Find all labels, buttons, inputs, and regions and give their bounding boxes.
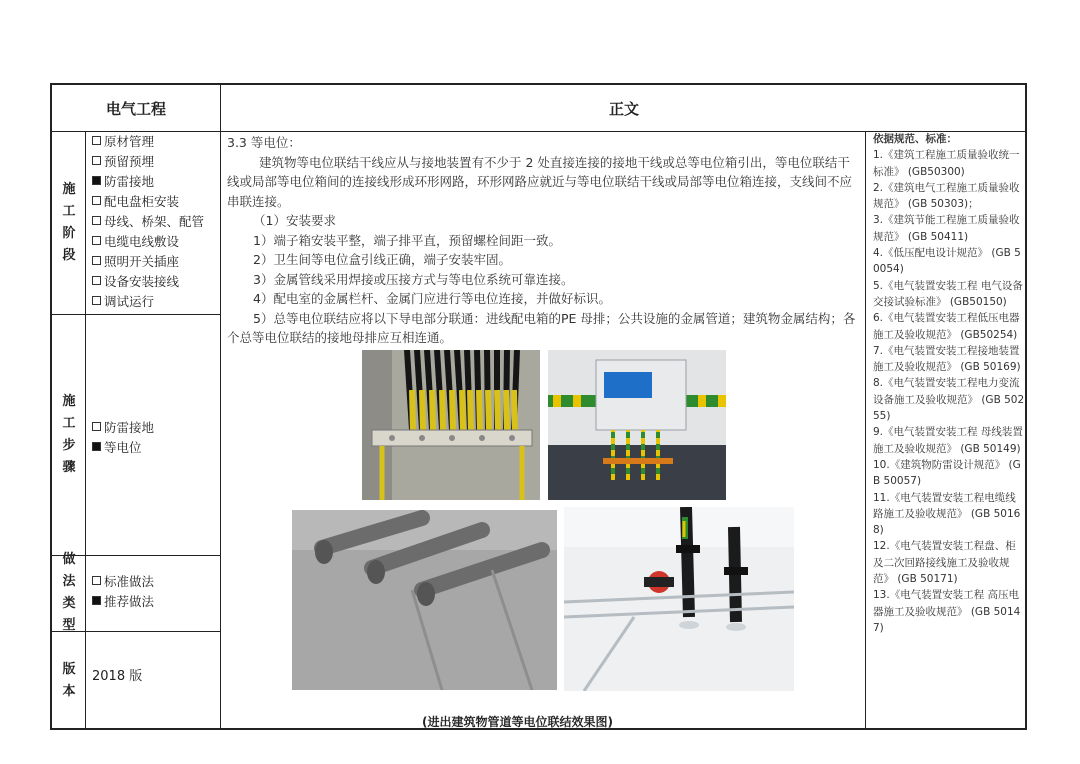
reference-item: 3.《建筑节能工程施工质量验收规范》 (GB 50411) <box>873 214 1020 243</box>
label-char: 类 <box>62 596 76 611</box>
checkbox-icon <box>92 422 101 431</box>
label-char: 做 <box>62 552 76 567</box>
paragraph <box>227 153 857 212</box>
figure-caption: (进出建筑物管道等电位联结效果图) <box>422 715 613 729</box>
label-char: 本 <box>62 683 76 699</box>
option-item[interactable] <box>92 418 154 438</box>
stage-label <box>52 131 86 314</box>
header-category: 电气工程 <box>105 99 166 118</box>
label-char: 段 <box>62 247 76 263</box>
option-label: 预留预埋 <box>104 154 155 169</box>
option-item[interactable] <box>92 132 204 152</box>
reference-title: 依据规范、标准： <box>873 133 957 145</box>
pipes-grayscale-photo <box>292 510 557 690</box>
label-char: 步 <box>62 437 76 453</box>
list-item: 4）配电室的金属栏杆、金属门应进行等电位连接，并做好标识。 <box>253 291 611 306</box>
reference-item: 11.《电气装置安装工程电缆线路施工及验收规范》 (GB 50168) <box>873 491 1021 537</box>
label-char: 法 <box>62 574 76 589</box>
body-text <box>227 133 857 348</box>
label-char: 版 <box>62 661 76 677</box>
checkbox-icon <box>92 156 101 165</box>
version-label <box>52 631 86 730</box>
reference-item: 7.《电气装置安装工程接地装置施工及验收规范》 (GB 50169) <box>873 344 1021 374</box>
list-item: 5）总等电位联结应将以下导电部分联通：进线配电箱的PE 母排；公共设施的金属管道；建筑物金属结构；各个总等电位联结的接地母排应互相连通。 <box>227 310 856 345</box>
reference-item: 10.《建筑物防雷设计规范》 (GB 50057) <box>873 458 1021 488</box>
list-item: 2）卫生间等电位盒引线正确，端子安装牢固。 <box>253 252 511 267</box>
checkbox-checked-icon <box>92 176 101 185</box>
paragraph-text: 建筑物等电位联结干线应从与接地装置有不少于 2 处直接连接的接地干线或总等电位箱引出，等电位联结干线或局部等电位箱间的连接线形成环形网路，环形网路应就近与等电位联结干线或局部等电位箱连接，支线间不应串联连接。 <box>227 154 853 209</box>
label-char: 骤 <box>62 459 76 475</box>
option-item[interactable] <box>92 212 204 232</box>
method-options <box>92 572 154 612</box>
reference-item: 6.《电气装置安装工程低压电器施工及验收规范》 (GB50254) <box>873 312 1020 341</box>
label-char: 施 <box>62 393 76 409</box>
option-item[interactable] <box>92 292 204 312</box>
option-item[interactable] <box>92 438 154 458</box>
option-item[interactable] <box>92 192 204 212</box>
list-item: 1）端子箱安装平整，端子排平直，预留螺栓间距一致。 <box>253 232 561 248</box>
checkbox-checked-icon <box>92 442 101 451</box>
spec-sheet <box>50 83 1027 730</box>
option-label: 防雷接地 <box>104 420 155 435</box>
option-label: 标准做法 <box>104 574 155 589</box>
step-options <box>92 418 154 458</box>
step-label <box>52 314 86 555</box>
stage-options <box>92 132 204 312</box>
version-value: 2018 版 <box>92 669 143 684</box>
reference-item: 2.《建筑电气工程施工质量验收规范》 (GB 50303)； <box>873 181 1020 211</box>
label-char: 工 <box>62 203 76 219</box>
option-item[interactable] <box>92 252 204 272</box>
terminal-block-photo <box>362 350 540 500</box>
reference-item: 12.《电气装置安装工程盘、柜及二次回路接线施工及验收规范》 (GB 50171) <box>873 540 1016 586</box>
option-label: 照明开关插座 <box>104 254 180 269</box>
option-label: 设备安装接线 <box>104 274 180 289</box>
divider <box>220 85 221 728</box>
option-label: 配电盘柜安装 <box>104 194 180 209</box>
pipes-valve-photo <box>564 507 794 691</box>
option-label: 母线、桥架、配管 <box>104 214 205 229</box>
label-char: 工 <box>62 415 76 431</box>
option-item[interactable] <box>92 272 204 292</box>
checkbox-icon <box>92 576 101 585</box>
option-label: 推荐做法 <box>104 594 155 609</box>
reference-item: 1.《建筑工程施工质量验收统一标准》 (GB50300) <box>873 149 1020 178</box>
header-body: 正文 <box>608 99 639 118</box>
label-char: 型 <box>62 618 76 633</box>
option-item[interactable] <box>92 232 204 252</box>
reference-item: 8.《电气装置安装工程电力变流设备施工及验收规范》 (GB 50255) <box>873 377 1025 423</box>
checkbox-icon <box>92 256 101 265</box>
method-label <box>52 552 86 633</box>
checkbox-icon <box>92 276 101 285</box>
option-item[interactable] <box>92 152 204 172</box>
sub-heading: （1）安装要求 <box>253 213 336 228</box>
checkbox-icon <box>92 216 101 225</box>
option-label: 等电位 <box>104 440 142 455</box>
checkbox-icon <box>92 196 101 205</box>
label-char: 施 <box>62 181 76 197</box>
list-item: 3）金属管线采用焊接或压接方式与等电位系统可靠连接。 <box>253 271 574 287</box>
equipotential-box-photo <box>548 350 726 500</box>
checkbox-icon <box>92 296 101 305</box>
option-label: 电缆电线敷设 <box>104 234 180 249</box>
reference-item: 13.《电气装置安装工程 高压电器施工及验收规范》 (GB 50147) <box>873 589 1021 634</box>
divider <box>865 131 866 728</box>
reference-item: 4.《低压配电设计规范》 (GB 50054) <box>873 247 1021 276</box>
checkbox-icon <box>92 136 101 145</box>
option-item[interactable] <box>92 172 204 192</box>
option-label: 防雷接地 <box>104 174 155 189</box>
reference-item: 9.《电气装置安装工程 母线装置施工及验收规范》 (GB 50149) <box>873 426 1023 455</box>
reference-item: 5.《电气装置安装工程 电气设备交接试验标准》 (GB50150) <box>873 279 1023 308</box>
checkbox-checked-icon <box>92 596 101 605</box>
option-label: 调试运行 <box>104 294 155 309</box>
reference-list <box>873 131 1025 636</box>
option-label: 原材管理 <box>104 134 155 149</box>
checkbox-icon <box>92 236 101 245</box>
label-char: 阶 <box>62 225 76 241</box>
option-item[interactable] <box>92 592 154 612</box>
option-item[interactable] <box>92 572 154 592</box>
section-title: 3.3 等电位： <box>227 135 301 150</box>
